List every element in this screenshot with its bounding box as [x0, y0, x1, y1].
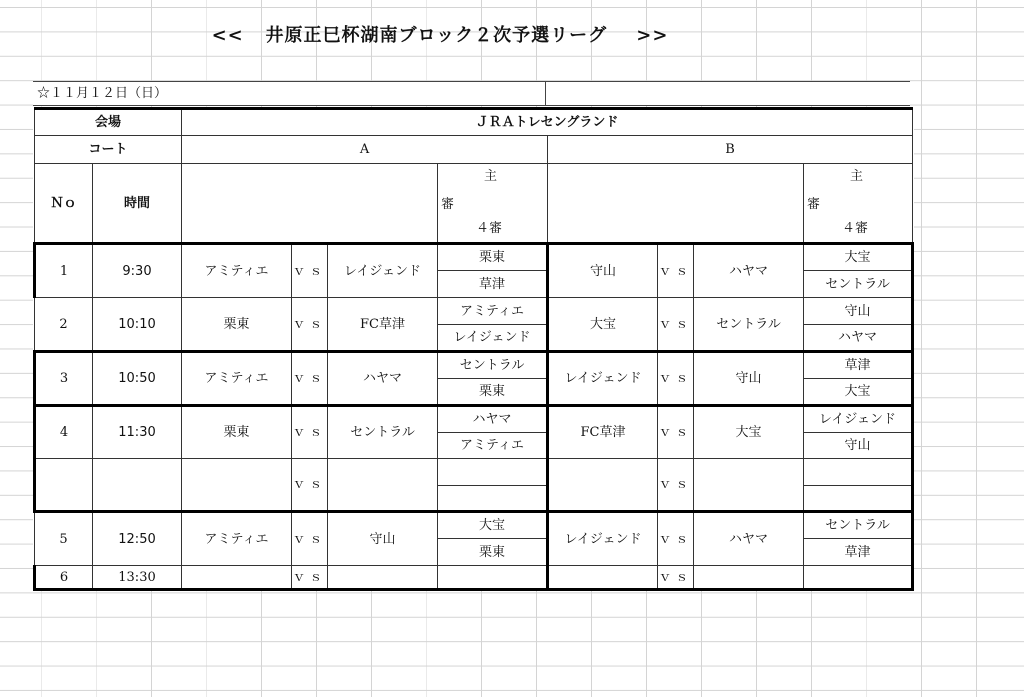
court-b-vs: ｖｓ [658, 406, 694, 459]
court-b-home-team: 大宝 [548, 298, 658, 352]
court-a-away-team: 守山 [328, 512, 438, 566]
no-header: Ｎｏ [35, 164, 93, 244]
court-b-home-team [548, 566, 658, 590]
schedule-table [33, 107, 914, 591]
court-a-home-team: アミティエ [182, 512, 292, 566]
court-a-away-team [328, 459, 438, 512]
court-a-referee-main: セントラル [438, 352, 548, 379]
match-time: 11:30 [93, 406, 182, 459]
court-a-referee-4th: 栗東 [438, 539, 548, 566]
court-a-vs: ｖｓ [292, 566, 328, 590]
court-a-referee-4th: 草津 [438, 271, 548, 298]
match-no: 6 [35, 566, 93, 590]
court-a-home-team: アミティエ [182, 244, 292, 298]
court-b-home-team: 守山 [548, 244, 658, 298]
match-row [35, 566, 913, 590]
court-a-referee-main: ハヤマ [438, 406, 548, 433]
court-a-home-team: 栗東 [182, 406, 292, 459]
court-b-home-team [548, 459, 658, 512]
court-a-home-team: 栗東 [182, 298, 292, 352]
court-b-referee-4th: ハヤマ [804, 325, 913, 352]
court-b-referee-main: レイジェンド [804, 406, 913, 433]
court-a-vs: ｖｓ [292, 406, 328, 459]
match-no: 4 [35, 406, 93, 459]
court-a-vs: ｖｓ [292, 298, 328, 352]
court-a-vs: ｖｓ [292, 244, 328, 298]
court-b-referee-4th: 大宝 [804, 379, 913, 406]
court-b-label: B [548, 136, 913, 164]
match-no: 1 [35, 244, 93, 298]
court-b-referee-main: セントラル [804, 512, 913, 539]
match-time: 10:50 [93, 352, 182, 406]
court-a-referee-main: 栗東 [438, 244, 548, 271]
venue-label: 会場 [35, 109, 182, 136]
ref-4-label: ４審 [842, 221, 869, 236]
court-a-away-team: レイジェンド [328, 244, 438, 298]
match-time: 9:30 [93, 244, 182, 298]
page-title: << 井原正巳杯湖南ブロック２次予選リーグ >> [211, 25, 669, 46]
date-row [33, 81, 910, 106]
court-a-away-team: FC草津 [328, 298, 438, 352]
match-no: 2 [35, 298, 93, 352]
court-b-referee-4th: セントラル [804, 271, 913, 298]
court-b-referee-main [804, 459, 913, 486]
match-no [35, 459, 93, 512]
match-row [35, 352, 913, 379]
court-b-away-team: セントラル [694, 298, 804, 352]
court-a-referee-main: 大宝 [438, 512, 548, 539]
court-a-away-team: セントラル [328, 406, 438, 459]
ref-4-label: ４審 [476, 221, 503, 236]
ref-main-label: 主 [484, 169, 498, 184]
court-b-away-team [694, 566, 804, 590]
court-b-home-team: FC草津 [548, 406, 658, 459]
court-b-away-team [694, 459, 804, 512]
ref-a-header [438, 164, 548, 244]
court-b-referee-4th [804, 486, 913, 512]
ref-main-label: 主 [850, 169, 864, 184]
court-b-vs: ｖｓ [658, 244, 694, 298]
match-a-header [182, 164, 438, 244]
column-header-row [35, 164, 913, 244]
court-b-vs: ｖｓ [658, 459, 694, 512]
ref-shin-label: 審 [441, 197, 455, 212]
court-b-referee-4th: 守山 [804, 433, 913, 459]
match-time: 12:50 [93, 512, 182, 566]
court-b-away-team: ハヤマ [694, 244, 804, 298]
court-a-referee-4th: アミティエ [438, 433, 548, 459]
match-row [35, 406, 913, 433]
court-b-away-team: 守山 [694, 352, 804, 406]
court-a-vs: ｖｓ [292, 459, 328, 512]
court-a-referee-main [438, 566, 548, 590]
match-row [35, 512, 913, 539]
match-time: 10:10 [93, 298, 182, 352]
court-a-referee-main: アミティエ [438, 298, 548, 325]
court-a-away-team [328, 566, 438, 590]
court-b-vs: ｖｓ [658, 352, 694, 406]
court-b-away-team: ハヤマ [694, 512, 804, 566]
court-label: コート [35, 136, 182, 164]
match-b-header [548, 164, 804, 244]
ref-b-header [804, 164, 913, 244]
court-b-referee-main: 守山 [804, 298, 913, 325]
match-row [35, 459, 913, 486]
court-a-home-team [182, 566, 292, 590]
court-a-home-team [182, 459, 292, 512]
court-b-vs: ｖｓ [658, 566, 694, 590]
court-a-referee-4th [438, 486, 548, 512]
court-a-referee-4th: レイジェンド [438, 325, 548, 352]
time-header: 時間 [93, 164, 182, 244]
court-b-home-team: レイジェンド [548, 352, 658, 406]
court-a-label: A [182, 136, 548, 164]
match-time [93, 459, 182, 512]
court-a-referee-4th: 栗東 [438, 379, 548, 406]
ref-shin-label: 審 [807, 197, 821, 212]
court-a-vs: ｖｓ [292, 352, 328, 406]
court-b-referee-main: 大宝 [804, 244, 913, 271]
venue-name: ＪＲＡトレセングランド [182, 109, 913, 136]
court-a-away-team: ハヤマ [328, 352, 438, 406]
court-b-home-team: レイジェンド [548, 512, 658, 566]
court-b-referee-4th: 草津 [804, 539, 913, 566]
court-a-vs: ｖｓ [292, 512, 328, 566]
date-label: ☆１１月１２日（日） [37, 86, 168, 101]
court-b-away-team: 大宝 [694, 406, 804, 459]
court-a-referee-main [438, 459, 548, 486]
match-row [35, 244, 913, 271]
cell-divider [545, 82, 546, 105]
match-no: 5 [35, 512, 93, 566]
match-time: 13:30 [93, 566, 182, 590]
match-row [35, 298, 913, 325]
match-no: 3 [35, 352, 93, 406]
court-b-referee-main: 草津 [804, 352, 913, 379]
court-b-vs: ｖｓ [658, 512, 694, 566]
court-a-home-team: アミティエ [182, 352, 292, 406]
venue-row [35, 109, 913, 136]
court-b-referee-main [804, 566, 913, 590]
court-b-vs: ｖｓ [658, 298, 694, 352]
court-row [35, 136, 913, 164]
